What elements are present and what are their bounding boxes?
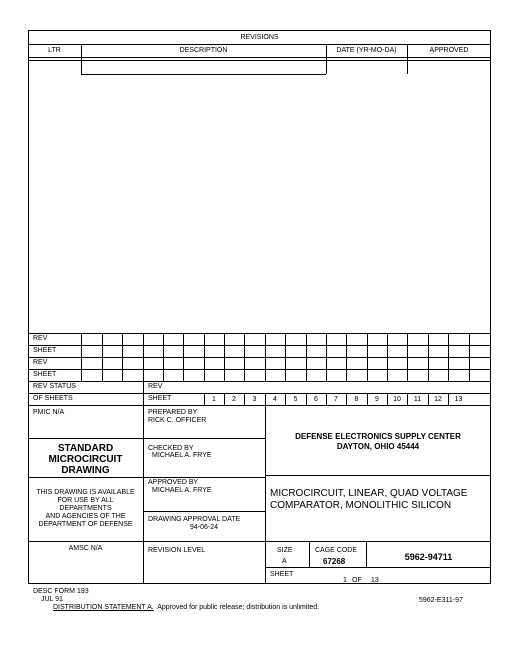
grid-line [346, 333, 347, 381]
divider [265, 475, 491, 476]
grid-row-label: SHEET [33, 347, 57, 354]
distribution-statement [53, 604, 319, 612]
approved-by-label: APPROVED BY [148, 479, 199, 486]
document-code: 5962-E311-97 [419, 597, 463, 604]
divider [81, 44, 82, 74]
col-description-header: DESCRIPTION [179, 47, 228, 54]
divider [28, 44, 491, 45]
grid-line [28, 381, 491, 382]
sheet-number-cell: 2 [232, 395, 236, 403]
prepared-by-name: RICK C. OFFICER [148, 417, 207, 424]
pmic-label: PMIC N/A [33, 409, 65, 416]
divider [143, 405, 144, 584]
divider [309, 541, 310, 567]
drawing-title-line1: MICROCIRCUIT, LINEAR, QUAD VOLTAGE [270, 488, 468, 499]
standard-title-line1: STANDARD [57, 443, 114, 454]
grid-line [183, 333, 184, 381]
grid-line [469, 333, 470, 381]
sheet-number-cell: 12 [434, 395, 442, 403]
grid-line [28, 357, 491, 358]
sheet-of-label: OF [352, 577, 362, 584]
grid-line [407, 333, 408, 381]
availability-line5: DEPARTMENT OF DEFENSE [38, 521, 133, 528]
distribution-text: Approved for public release; distribution is unlimited. [153, 604, 320, 611]
sheet-number-cell: 9 [375, 395, 379, 403]
grid-line [306, 333, 307, 381]
col-ltr-header: LTR [48, 47, 61, 54]
sheet-number-cell: 1 [212, 395, 216, 403]
size-label: SIZE [277, 547, 293, 554]
sheet-total: 13 [371, 577, 379, 584]
divider [265, 567, 491, 568]
sheet-label: SHEET [270, 571, 294, 578]
checked-by-name: MICHAEL A. FRYE [152, 452, 212, 459]
sheet-number-cell: 4 [273, 395, 277, 403]
grid-line [224, 333, 225, 381]
sheet-number-cell: 8 [354, 395, 359, 403]
drawing-number: 5962-94711 [404, 552, 453, 562]
sheet-number-cell: 7 [334, 395, 338, 403]
divider [143, 511, 265, 512]
grid-row-label: REV [33, 359, 48, 366]
of-sheets-label: OF SHEETS [33, 395, 73, 402]
checked-by-label: CHECKED BY [148, 445, 194, 452]
grid-line [28, 369, 491, 370]
approved-by-name: MICHAEL A. FRYE [152, 487, 212, 494]
prepared-by-label: PREPARED BY [148, 409, 198, 416]
standard-title-line2: MICROCIRCUIT [48, 454, 123, 465]
approval-date-label: DRAWING APPROVAL DATE [148, 516, 241, 523]
approval-date-value: 94-06-24 [190, 524, 219, 531]
grid-line [265, 333, 266, 381]
availability-line1: THIS DRAWING IS AVAILABLE [36, 489, 135, 496]
drawing-title-line2: COMPARATOR, MONOLITHIC SILICON [270, 500, 452, 511]
grid-line [122, 333, 123, 381]
amsc-label: AMSC N/A [68, 545, 103, 552]
sheet-number-cell: 3 [252, 395, 257, 403]
grid-line [81, 333, 82, 381]
grid-row-label: SHEET [33, 371, 57, 378]
divider [326, 44, 327, 74]
size-value: A [282, 558, 287, 565]
availability-line3: DEPARTMENTS [59, 505, 112, 512]
divider [28, 57, 491, 58]
divider [143, 438, 265, 439]
sheet-number-cell: 13 [454, 395, 463, 403]
divider [28, 438, 143, 439]
revision-level-label: REVISION LEVEL [148, 547, 206, 554]
divider [28, 477, 265, 478]
sheet-number-cell: 5 [293, 395, 298, 403]
col-approved-header: APPROVED [429, 47, 469, 54]
standard-title-line3: DRAWING [61, 465, 110, 476]
grid-line [285, 333, 286, 381]
revisions-title: REVISIONS [240, 34, 279, 41]
grid-line [244, 333, 245, 381]
grid-line [143, 333, 144, 381]
divider [28, 60, 491, 61]
cage-code-label: CAGE CODE [315, 547, 358, 554]
grid-line [204, 333, 205, 381]
grid-line [143, 381, 144, 405]
rev-status-label: REV STATUS [33, 383, 76, 390]
grid-line [387, 333, 388, 381]
availability-line4: AND AGENCIES OF THE [45, 513, 126, 520]
grid-line [102, 333, 103, 381]
sheet-number-cell: 11 [413, 395, 422, 403]
availability-line2: FOR USE BY ALL [57, 497, 114, 504]
grid-line [428, 333, 429, 381]
divider [81, 74, 326, 75]
col-date-header: DATE (YR-MO-DA) [336, 47, 397, 54]
sheet-label-grid: SHEET [148, 395, 172, 402]
sheet-number-cell: 6 [314, 395, 318, 403]
divider [28, 405, 491, 406]
sheet-number: 1 [343, 577, 347, 584]
cage-code-value: 67268 [323, 557, 346, 566]
grid-line [28, 345, 491, 346]
grid-line [163, 333, 164, 381]
grid-row-label: REV [33, 335, 48, 342]
grid-line [448, 333, 449, 381]
distribution-label: DISTRIBUTION STATEMENT A. [53, 604, 154, 611]
form-date: JUL 91 [41, 596, 63, 603]
grid-line [28, 333, 491, 334]
rev-label: REV [148, 383, 163, 390]
form-number: DESC FORM 193 [33, 588, 89, 595]
agency-address: DAYTON, OHIO 45444 [336, 442, 420, 451]
sheet-number-cell: 10 [393, 395, 401, 403]
divider [407, 44, 408, 74]
agency-name: DEFENSE ELECTRONICS SUPPLY CENTER [295, 432, 461, 441]
divider [28, 541, 491, 542]
grid-line [326, 333, 327, 381]
grid-line [367, 333, 368, 381]
